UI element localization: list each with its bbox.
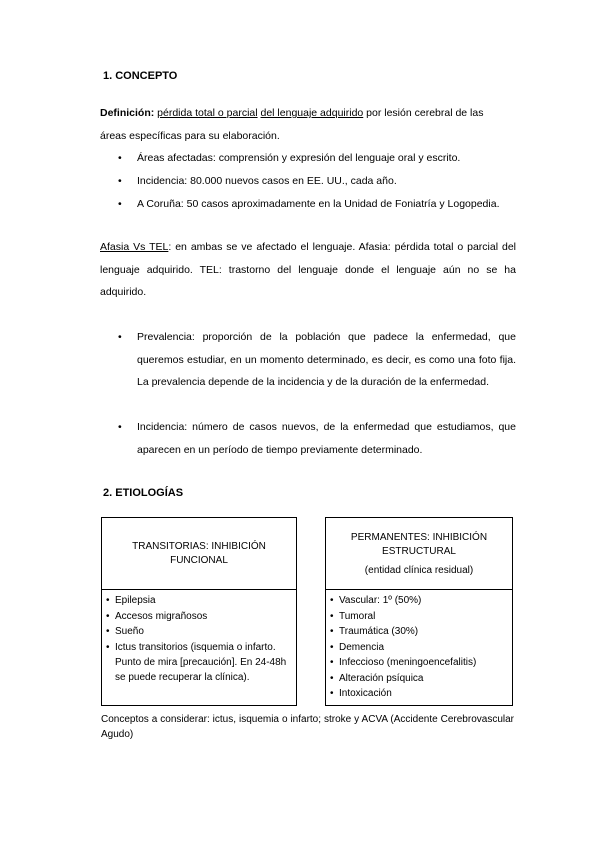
- list-item: • Ictus transitorios (isquemia o infarto. Punto de mira [precaución]. En 24-48h se puede recuperar la clínica).: [106, 640, 292, 685]
- incidencia-text: Incidencia: número de casos nuevos, de la enfermedad que estudiamos, que aparecen en un período de tiempo previamente determinado.: [137, 421, 516, 456]
- permanentes-title: PERMANENTES: INHIBICIÓN ESTRUCTURAL: [350, 532, 488, 557]
- definition-label: Definición:: [100, 107, 155, 119]
- definition-term-2: del lenguaje adquirido: [260, 107, 364, 119]
- bullet-icon: •: [118, 152, 122, 164]
- prevalencia-text: Prevalencia: proporción de la población que padece la enfermedad, que queremos estudiar, en un momento determinado, es decir, es como una foto fija. La prevalencia depende de la incidencia y de la duración de la enfermedad.: [137, 331, 516, 388]
- list-item: [118, 416, 516, 462]
- bullet-icon: •: [118, 331, 122, 343]
- definition-term-1: pérdida total o parcial: [157, 107, 258, 119]
- definition-line-1: [100, 102, 516, 125]
- section-heading-concepto: 1. CONCEPTO: [103, 70, 178, 82]
- list-item: • Accesos migrañosos: [106, 609, 292, 625]
- list-item: • Intoxicación: [330, 686, 508, 702]
- permanentes-list: [326, 590, 512, 702]
- list-item: • Vascular: 1º (50%): [330, 593, 508, 609]
- afasia-vs-tel-paragraph: [100, 236, 516, 304]
- list-item: • Sueño: [106, 624, 292, 640]
- transitorias-list: [102, 590, 296, 685]
- definition-paragraph: [100, 102, 516, 147]
- bullet-icon: •: [118, 198, 122, 210]
- permanentes-header: [326, 518, 512, 590]
- list-item: • Alteración psíquica: [330, 671, 508, 687]
- list-item: [118, 326, 516, 418]
- permanentes-subtitle: (entidad clínica residual): [364, 565, 474, 576]
- afasia-text: : en ambas se ve afectado el lenguaje. Afasia: pérdida total o parcial del lenguaje adquirido. TEL: trastorno del lenguaje donde el lenguaje aún no se ha adquirido.: [100, 241, 517, 298]
- section-heading-etiologias: 2. ETIOLOGÍAS: [103, 487, 184, 499]
- list-item: • Demencia: [330, 640, 508, 656]
- list-item: • Epilepsia: [106, 593, 292, 609]
- bullet-icon: •: [118, 421, 122, 433]
- bullet-icon: •: [118, 175, 122, 187]
- afasia-label: Afasia Vs TEL: [100, 241, 169, 253]
- transitorias-box: [101, 517, 297, 706]
- definition-rest-1: por lesión cerebral de las: [363, 107, 484, 119]
- list-item: • Tumoral: [330, 609, 508, 625]
- definition-line-2: áreas específicas para su elaboración.: [100, 129, 280, 142]
- list-item: • Traumática (30%): [330, 624, 508, 640]
- permanentes-box: [325, 517, 513, 706]
- transitorias-title: TRANSITORIAS: INHIBICIÓN FUNCIONAL: [102, 518, 296, 590]
- conceptos-note: Conceptos a considerar: ictus, isquemia o infarto; stroke y ACVA (Accidente Cerebrovascular Agudo): [101, 714, 514, 740]
- list-item: • Infeccioso (meningoencefalitis): [330, 655, 508, 671]
